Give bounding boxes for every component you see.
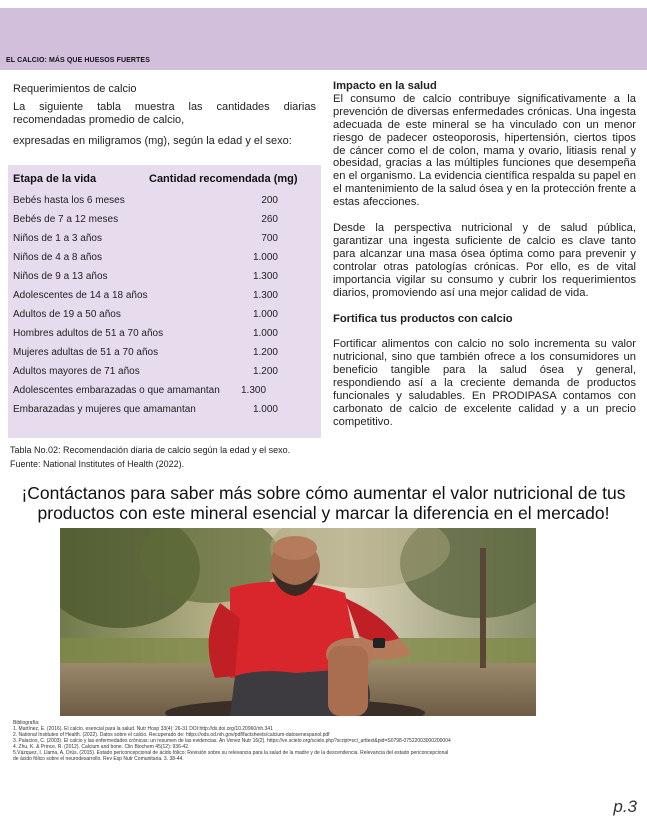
table-cell-stage: Adolescentes embarazadas o que amamantan (13, 385, 220, 396)
table-caption: Tabla No.02: Recomendación diaria de calcio según la edad y el sexo. (10, 445, 291, 455)
table-cell-stage: Hombres adultos de 51 a 70 años (13, 328, 164, 339)
table-cell-amount: 1.200 (252, 366, 278, 377)
table-header-stage: Etapa de la vida (13, 173, 97, 185)
table-row (8, 271, 321, 290)
table-row (8, 290, 321, 309)
table-cell-amount: 260 (261, 214, 278, 225)
table-cell-stage: Niños de 4 a 8 años (13, 252, 102, 263)
section-title: Requerimientos de calcio (13, 83, 137, 95)
fortifica-paragraph: Fortificar alimentos con calcio no solo incrementa su valor nutricional, sino que también ofrece a los consumidores un beneficio tangible para la salud ósea y general, respondiendo así a la creciente demanda de productos funcionales y saludables. En PRODIPASA contamos con carbonato de calcio de excelente calidad y a un precio competitivo. (333, 338, 636, 428)
bibliography-item: de ácido fólico sobre el neurodesarrollo. Rev Esp Nutr Comunitaria. 3. 38-44. (13, 756, 184, 762)
table-cell-amount: 700 (261, 233, 278, 244)
intro-paragraph-units: expresadas en miligramos (mg), según la edad y el sexo: (13, 135, 292, 147)
table-cell-amount: 1.200 (252, 347, 278, 358)
cta-line-1: ¡Contáctanos para saber más sobre cómo aumentar el valor nutricional de tus (21, 483, 626, 503)
right-column (333, 80, 636, 429)
header-title: EL CALCIO: MÁS QUE HUESOS FUERTES (6, 57, 150, 64)
table-cell-amount: 1.000 (252, 404, 278, 415)
call-to-action (0, 483, 647, 523)
table-cell-amount: 1.000 (252, 309, 278, 320)
table-header-amount: Cantidad recomendada (mg) (149, 173, 298, 185)
photo-illustration (60, 528, 536, 716)
table-cell-stage: Adolescentes de 14 a 18 años (13, 290, 148, 301)
table-row (8, 233, 321, 252)
bibliography-item: 4. Zhu, K. & Prince, R. (2012). Calcium and bone. Clin Biochem 45(12): 936-42. (13, 744, 190, 750)
intro-paragraph: La siguiente tabla muestra las cantidades diarias recomendadas promedio de calcio, (13, 101, 316, 126)
table-cell-amount: 1.300 (252, 271, 278, 282)
table-cell-stage: Mujeres adultas de 51 a 70 años (13, 347, 159, 358)
table-row (8, 195, 321, 214)
table-row (8, 214, 321, 233)
bibliography-item: 2. National Institutes of Health. (2022). Datos sobre el calcio. Recuperado de: https://ods.od.nih.gov/pdf/factsheets/calcium-datosenespanol.pdf (13, 732, 330, 738)
bibliography-item: 3. Palacios, C. (2003). El calcio y las enfermedades crónicas: un resumen de las evidencias. An Venez Nutr 16(2). https://ve.scielo.org/scielo.php?script=sci_arttext&pid=S0798-07522003000200004 (13, 738, 451, 744)
athlete-knee-pain-photo (60, 528, 536, 716)
page-number: p.3 (613, 797, 637, 816)
table-row (8, 309, 321, 328)
table-row (8, 404, 321, 423)
cta-line-2: productos con este mineral esencial y marcar la diferencia en el mercado! (37, 503, 610, 523)
impacto-paragraph-1: El consumo de calcio contribuye significativamente a la prevención de diversas enfermedades crónicas. Una ingesta adecuada de este mineral se ha vinculado con un menor riesgo de padecer osteoporosis, hipertensión, ciertos tipos de cáncer como el de colon, mama y ovario, litiasis renal y obesidad, gracias a las múltiples funciones que desempeña en el organismo. La evidencia científica respalda su papel en el mantenimiento de la salud ósea y en la protección frente a estas afecciones. (333, 92, 636, 209)
table-cell-stage: Niños de 1 a 3 años (13, 233, 102, 244)
table-cell-amount: 1.300 (241, 385, 267, 396)
table-cell-stage: Embarazadas y mujeres que amamantan (13, 404, 196, 415)
table-cell-stage: Bebés hasta los 6 meses (13, 195, 125, 206)
table-cell-stage: Niños de 9 a 13 años (13, 271, 108, 282)
table-row (8, 385, 321, 404)
table-source: Fuente: National Institutes of Health (2022). (10, 459, 185, 469)
impacto-title: Impacto en la salud (333, 80, 437, 92)
fortifica-title: Fortifica tus productos con calcio (333, 312, 513, 325)
impacto-paragraph-2: Desde la perspectiva nutricional y de salud pública, garantizar una ingesta suficiente de calcio es clave tanto para alcanzar una masa ósea óptima como para prevenir y controlar otras patologías crónicas. Por ello, es de vital importancia vigilar su consumo y cubrir los requerimientos diarios, promoviendo así una mejor calidad de vida. (333, 222, 636, 299)
table-cell-amount: 1.000 (252, 252, 278, 263)
table-cell-amount: 1.000 (252, 328, 278, 339)
calcium-table (8, 165, 321, 438)
table-cell-stage: Adultos mayores de 71 años (13, 366, 140, 377)
bibliography-item: 5.Vázquez, I. Llama, A. Orús. (2015). Estado periconcepcional de ácido fólico: Revisión sobre su relevancia para la salud de la madre y de la descendencia. Relevancia del estado periconcepcional (13, 750, 449, 756)
bibliography (13, 720, 643, 762)
table-row (8, 328, 321, 347)
bibliography-item: 1. Martínez, E. (2016). El calcio, esencial para la salud. Nutr Hosp 33(4): 26-31 DOI:http://dx.doi.org/10.20960/nh.341 (13, 726, 273, 732)
table-cell-stage: Adultos de 19 a 50 años (13, 309, 121, 320)
table-cell-stage: Bebés de 7 a 12 meses (13, 214, 119, 225)
bibliography-title: Bibliografía: (13, 720, 40, 726)
table-cell-amount: 200 (261, 195, 278, 206)
table-cell-amount: 1.300 (252, 290, 278, 301)
table-row (8, 347, 321, 366)
table-row (8, 252, 321, 271)
table-row (8, 366, 321, 385)
